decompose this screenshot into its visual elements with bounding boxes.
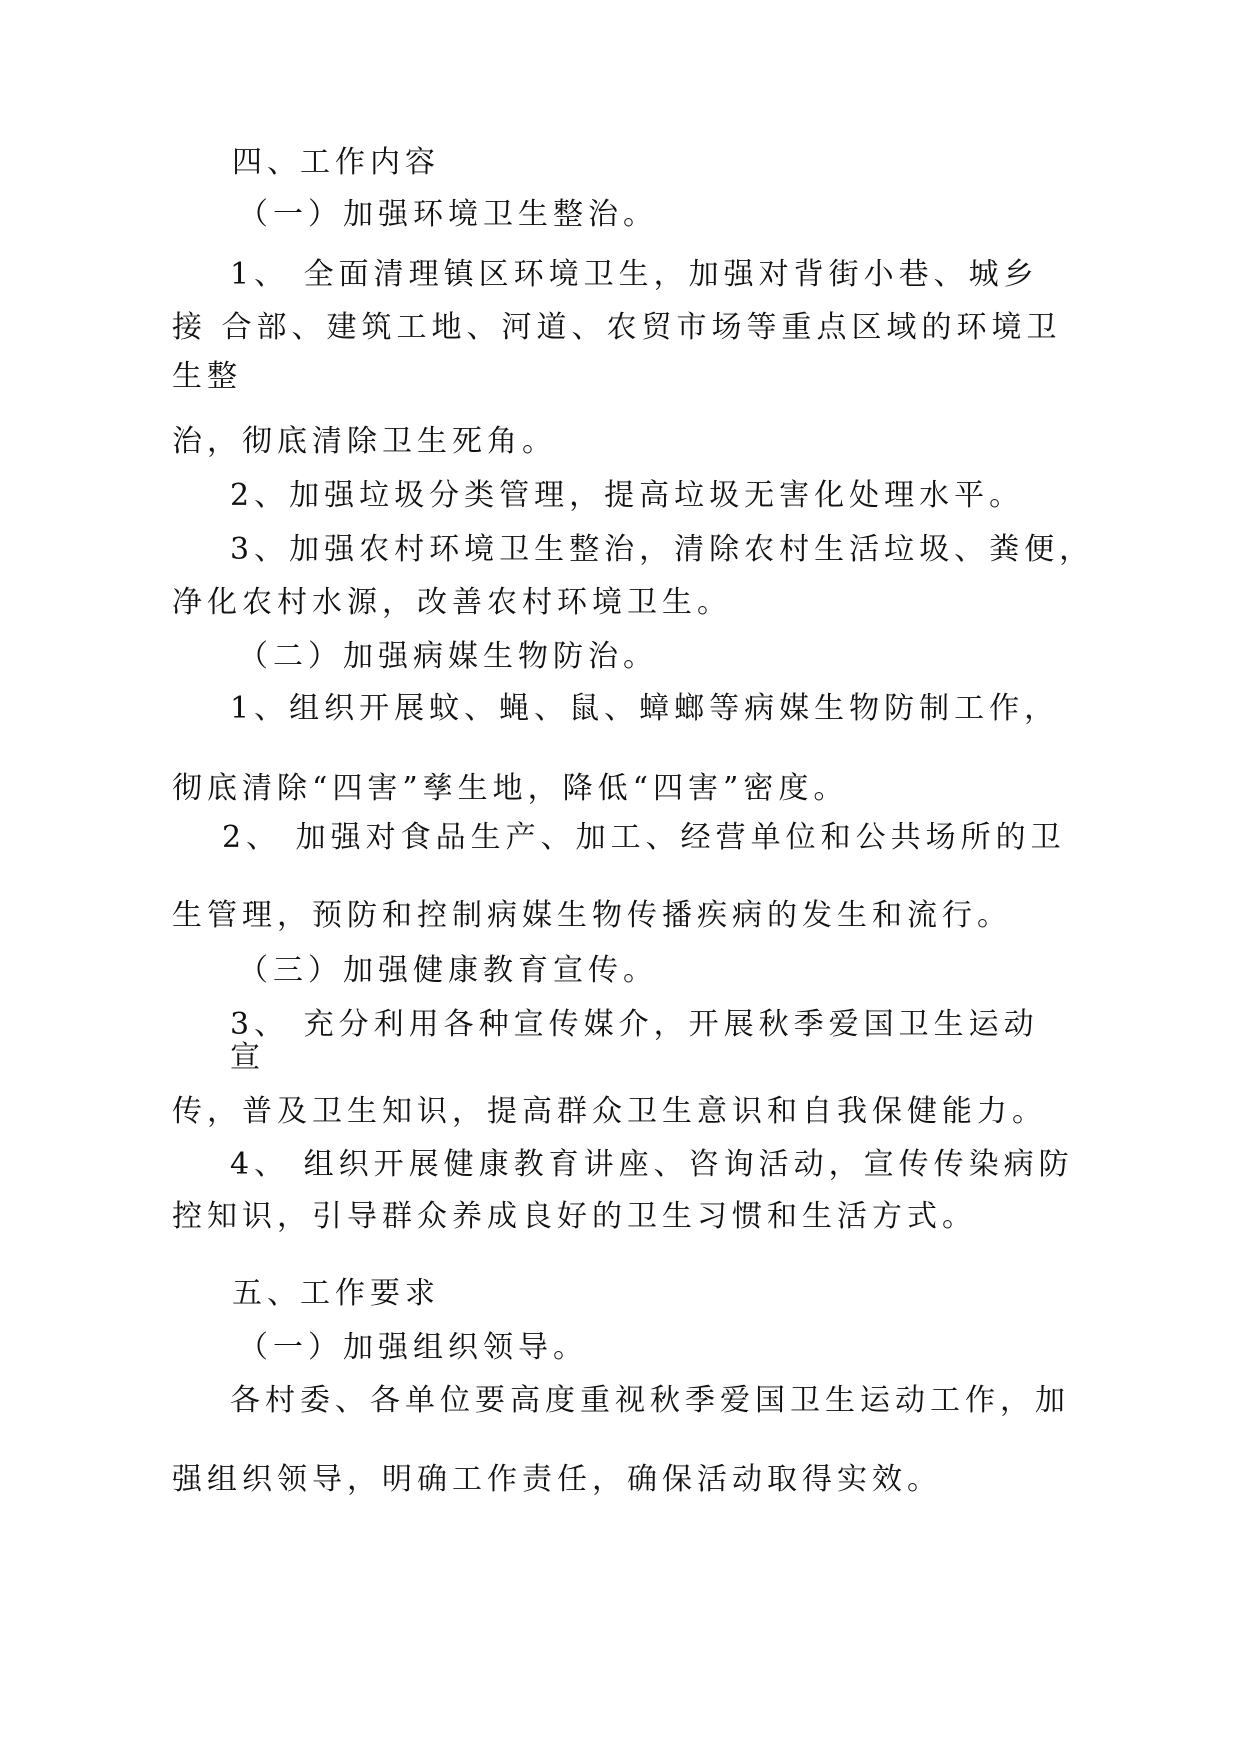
section4-sub1-item3-line1: 3、加强农村环境卫生整治，清除农村生活垃圾、粪便，	[230, 532, 1095, 567]
section4-heading-text: 工作内容	[300, 145, 440, 180]
section5-heading-text: 工作要求	[300, 1276, 440, 1311]
section4-sub1-item1-line4: 治，彻底清除卫生死角。	[172, 424, 557, 459]
section4-sub2-item2-line1: 2、 加强对食品生产、加工、经营单位和公共场所的卫	[222, 820, 1066, 855]
section4-sub1-item1-line1: 1、 全面清理镇区环境卫生，加强对背街小巷、城乡	[230, 257, 1039, 292]
section5-sub1-para-line2: 强组织领导，明确工作责任，确保活动取得实效。	[172, 1462, 942, 1497]
section4-sub2-item1-line1: 1、组织开展蚊、蝇、鼠、蟑螂等病媒生物防制工作，	[230, 691, 1060, 726]
section4-sub3-item3-line2: 宣	[230, 1040, 265, 1075]
section4-sub3-item4-line1: 4、 组织开展健康教育讲座、咨询活动，宣传传染病防	[230, 1147, 1074, 1182]
section4-sub1-title: （一）加强环境卫生整治。	[238, 197, 658, 232]
section4-sub3-item3-line3: 传，普及卫生知识，提高群众卫生意识和自我保健能力。	[172, 1094, 1047, 1129]
section4-sub1-item1-line3: 生整	[172, 359, 242, 394]
section4-sub1-item2: 2、加强垃圾分类管理，提高垃圾无害化处理水平。	[230, 478, 1025, 513]
section4-sub3-item4-line2: 控知识，引导群众养成良好的卫生习惯和生活方式。	[172, 1199, 977, 1234]
section5-sub1-para-line1: 各村委、各单位要高度重视秋季爱国卫生运动工作，加	[230, 1383, 1070, 1418]
section4-sub2-title: （二）加强病媒生物防治。	[238, 639, 658, 674]
section4-sub1-item3-line2: 净化农村水源，改善农村环境卫生。	[172, 585, 732, 620]
section5-sub1-title: （一）加强组织领导。	[238, 1330, 588, 1365]
section4-sub3-title: （三）加强健康教育宣传。	[238, 953, 658, 988]
section5-heading-number: 五、	[232, 1276, 302, 1311]
section4-heading-number: 四、	[232, 145, 302, 180]
section4-sub2-item1-line2: 彻底清除“四害”孳生地，降低“四害”密度。	[172, 771, 849, 806]
section4-sub3-item3-line1: 3、 充分利用各种宣传媒介，开展秋季爱国卫生运动	[230, 1007, 1039, 1042]
section4-sub1-item1-line2: 接 合部、建筑工地、河道、农贸市场等重点区域的环境卫	[172, 310, 1062, 345]
section4-sub2-item2-line2: 生管理，预防和控制病媒生物传播疾病的发生和流行。	[172, 898, 1012, 933]
